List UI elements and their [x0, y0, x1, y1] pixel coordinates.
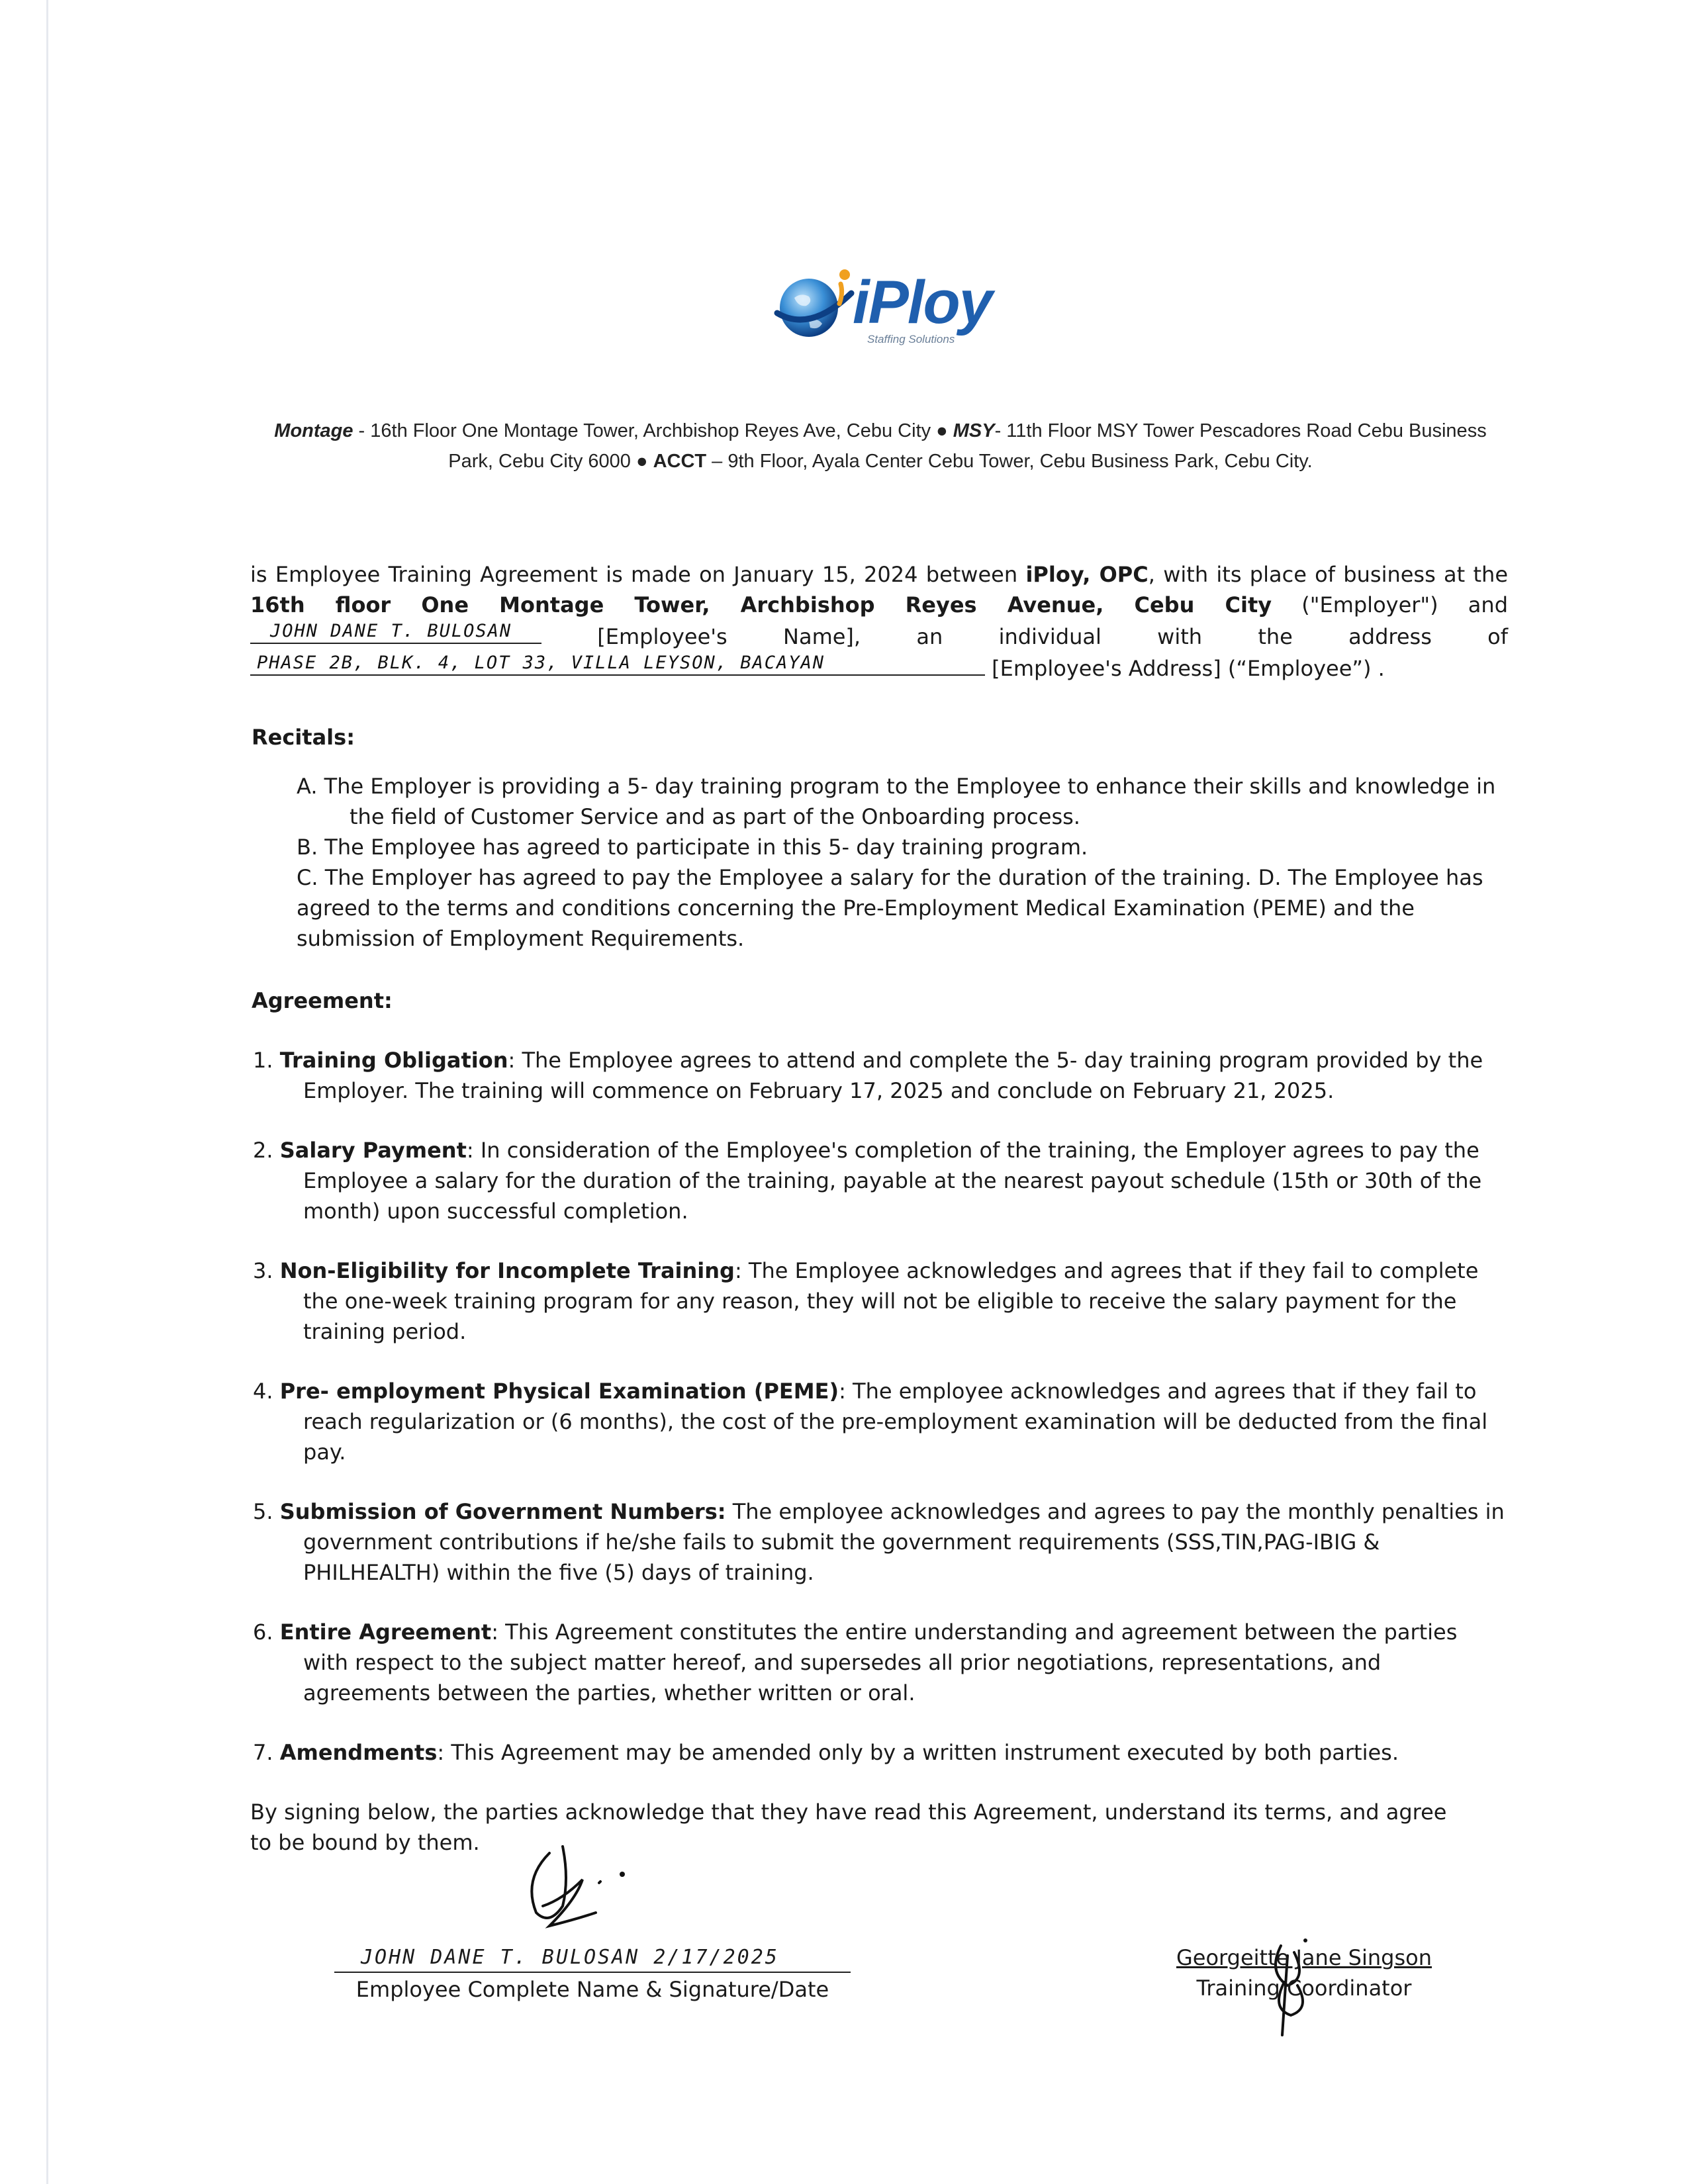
employee-signature-caption: Employee Complete Name & Signature/Date	[355, 1977, 829, 2002]
employee-signature-handwritten: JOHN DANE T. BULOSAN 2/17/2025	[361, 1946, 779, 1969]
clause-title: Pre- employment Physical Examination (PEME)	[279, 1379, 839, 1404]
coordinator-title: Training Coordinator	[1196, 1976, 1412, 2001]
agreement-clauses	[250, 1045, 1508, 1768]
clause-text: : This Agreement constitutes the entire understanding and agreement between the parties with respect to the subject matter hereof, and supersedes all prior negotiations, representations, and agreements between the parties, whether written or oral.	[303, 1619, 1458, 1706]
intro-text-1: is Employee Training Agreement is made on January 15, 2024 between	[250, 562, 1026, 587]
clause-text: : The Employee agrees to attend and complete the 5- day training program provided by the Employer. The training will commence on February 17, 2025 and conclude on February 21, 2025.	[303, 1048, 1483, 1103]
clause-7: 7. Amendments: This Agreement may be amended only by a written instrument executed by both parties.	[253, 1740, 1399, 1765]
scan-edge	[46, 0, 48, 2184]
clause-3: 3. Non-Eligibility for Incomplete Training: The Employee acknowledges and agrees that if they fail to complete the one-week training program for any reason, they will not be eligible to receive the salary payment for the training period.	[253, 1258, 1479, 1344]
acct-address: – 9th Floor, Ayala Center Cebu Tower, Cebu Business Park, Cebu City.	[706, 451, 1313, 472]
intro-text-4: [Employee's Name], an individual with the address of	[541, 624, 1508, 649]
employee-signature-scribble	[532, 1846, 600, 1926]
company-location: 16th floor One Montage Tower, Archbishop Reyes Avenue, Cebu City	[250, 592, 1272, 617]
recitals-heading: Recitals:	[252, 725, 355, 750]
intro-paragraph	[250, 559, 1508, 684]
montage-label: Montage	[274, 420, 353, 441]
recitals-list	[297, 771, 1508, 954]
clause-5: 5. Submission of Government Numbers: The employee acknowledges and agrees to pay the monthly penalties in government contributions if he/she fails to submit the government requirements (SSS,TIN,PAG-IBIG & PHILHEALTH) within the five (5) days of training.	[253, 1499, 1505, 1585]
clause-text: : In consideration of the Employee's completion of the training, the Employer agrees to pay the Employee a salary for the duration of the training, payable at the nearest payout schedule (15th or 30th of the month) upon successful completion.	[303, 1138, 1482, 1224]
clause-6: 6. Entire Agreement: This Agreement constitutes the entire understanding and agreement between the parties with respect to the subject matter hereof, and supersedes all prior negotiations, representations, and agreements between the parties, whether written or oral.	[253, 1619, 1458, 1706]
company-logo	[768, 261, 1006, 351]
msy-label: MSY	[953, 420, 995, 441]
msy-address: - 11th Floor MSY Tower Pescadores Road Cebu Business Park, Cebu City 6000 ●	[448, 420, 1487, 472]
clause-text: : This Agreement may be amended only by a written instrument executed by both parties.	[437, 1740, 1399, 1765]
company-name: iPloy, OPC	[1025, 562, 1149, 587]
agreement-body	[250, 559, 1508, 1858]
clause-text: : The employee acknowledges and agrees that if they fail to reach regularization or (6 months), the cost of the pre-employment examination will be deducted from the final pay.	[303, 1379, 1488, 1465]
clause-4: 4. Pre- employment Physical Examination (PEME): The employee acknowledges and agrees that if they fail to reach regularization or (6 months), the cost of the pre-employment examination will be deducted from the final pay.	[253, 1379, 1488, 1465]
recital-b: B. The Employee has agreed to participate in this 5- day training program.	[297, 835, 1088, 860]
logo-tagline: Staffing Solutions	[867, 333, 955, 345]
clause-title: Non-Eligibility for Incomplete Training	[279, 1258, 735, 1283]
closing-statement: By signing below, the parties acknowledge that they have read this Agreement, understand its terms, and agree to be bound by them.	[250, 1799, 1447, 1855]
signature-dot	[620, 1872, 625, 1877]
coordinator-name: Georgeitte Jane Singson	[1176, 1945, 1432, 1970]
clause-title: Amendments	[279, 1740, 438, 1765]
employee-address-field[interactable]	[250, 652, 985, 676]
clause-text: The employee acknowledges and agrees to pay the monthly penalties in government contributions if he/she fails to submit the government requirements (SSS,TIN,PAG-IBIG & PHILHEALTH) within the five (5) days of training.	[303, 1499, 1505, 1585]
employee-signature-block	[334, 1946, 851, 2002]
clause-title: Salary Payment	[279, 1138, 467, 1163]
clause-title: Training Obligation	[279, 1048, 508, 1073]
coordinator-signature-block	[1165, 1942, 1443, 2003]
clause-title: Entire Agreement	[279, 1619, 492, 1645]
employee-address-handwritten: PHASE 2B, BLK. 4, LOT 33, VILLA LEYSON, BACAYAN	[257, 653, 825, 673]
employee-name-handwritten: JOHN DANE T. BULOSAN	[270, 621, 512, 641]
intro-text-2: , with its place of business at the	[1148, 562, 1509, 587]
employee-name-field[interactable]	[250, 620, 541, 644]
clause-2: 2. Salary Payment: In consideration of the Employee's completion of the training, the Employer agrees to pay the Employee a salary for the duration of the training, payable at the nearest payout schedule (15th or 30th of the month) upon successful completion.	[253, 1138, 1482, 1224]
intro-text-3: ("Employer") and	[1272, 592, 1509, 617]
clause-1: 1. Training Obligation: The Employee agrees to attend and complete the 5- day training program provided by the Employer. The training will commence on February 17, 2025 and conclude on February 21, 2025.	[253, 1048, 1483, 1103]
recital-a: A. The Employer is providing a 5- day training program to the Employee to enhance their skills and knowledge in the field of Customer Service and as part of the Onboarding process.	[297, 774, 1496, 829]
office-addresses	[265, 416, 1496, 477]
clause-title: Submission of Government Numbers:	[279, 1499, 726, 1524]
globe-icon	[768, 261, 861, 347]
acct-label: ACCT	[653, 451, 707, 472]
clause-text: : The Employee acknowledges and agrees that if they fail to complete the one-week training program for any reason, they will not be eligible to receive the salary payment for the training period.	[303, 1258, 1479, 1344]
logo-wordmark: iPloy	[853, 269, 992, 336]
agreement-heading: Agreement:	[252, 988, 393, 1013]
recital-c: C. The Employer has agreed to pay the Employee a salary for the duration of the training. D. The Employee has agreed to the terms and conditions concerning the Pre-Employment Medical Examination (PEME) and the submission of Employment Requirements.	[297, 865, 1483, 951]
montage-address: - 16th Floor One Montage Tower, Archbishop Reyes Ave, Cebu City ●	[353, 420, 953, 441]
employee-signature-line[interactable]	[334, 1972, 851, 1973]
intro-text-5: [Employee's Address] (“Employee”) .	[985, 656, 1385, 681]
